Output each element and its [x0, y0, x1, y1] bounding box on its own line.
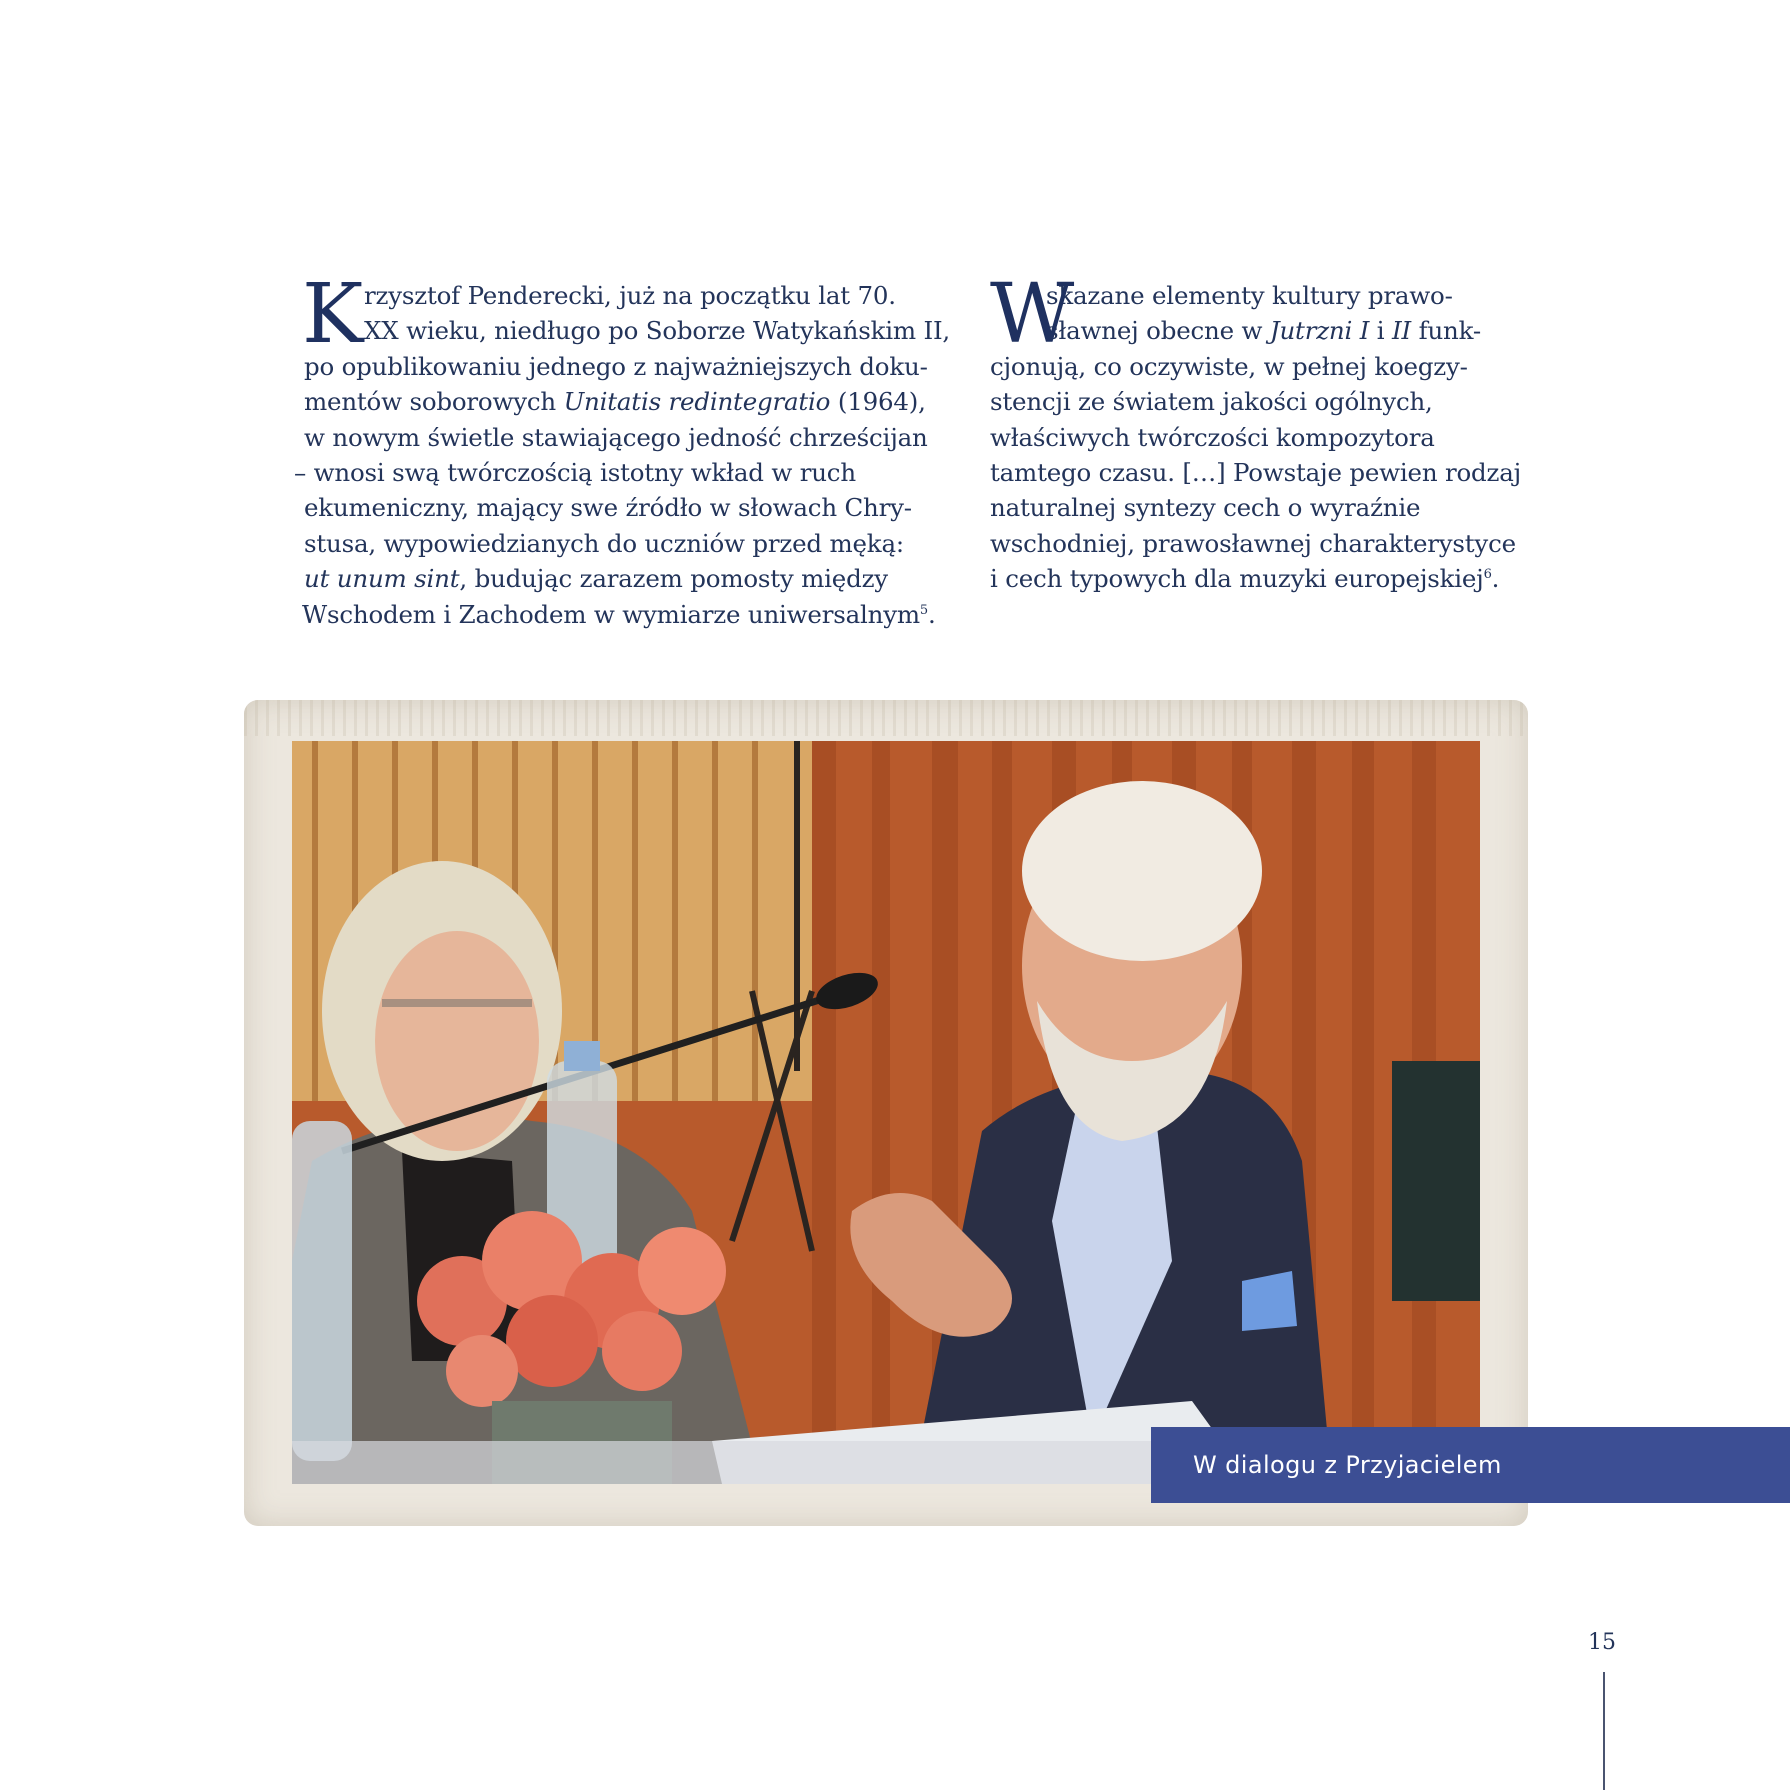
text-run: sławnej obecne w — [1046, 316, 1270, 346]
page-number-rule — [1603, 1672, 1605, 1790]
text-run: (1964), — [830, 387, 926, 417]
text-run: , budując zarazem pomosty między — [459, 564, 888, 594]
paragraph-line: tamtego czasu. […] Powstaje pewien rodzaj — [990, 457, 1522, 487]
text-run: . — [928, 599, 936, 629]
text-run: . — [1491, 564, 1500, 594]
paragraph-line — [990, 561, 1550, 596]
footnote-ref-5[interactable]: 5 — [919, 602, 928, 618]
paragraph-line: stencji ze światem jakości ogólnych, — [990, 387, 1433, 417]
text-run: Wschodem i Zachodem w wymiarze uniwersalnym — [302, 599, 920, 629]
dropcap-w: W — [990, 267, 1075, 362]
paragraph-line: XX wieku, niedługo po Soborze Watykańskim II, — [364, 316, 951, 346]
paragraph-line: – wnosi swą twórczością istotny wkład w ruch — [294, 457, 856, 487]
italic-title-jutrznia: Jutrzni I — [1269, 316, 1370, 346]
text-column-left — [294, 267, 951, 632]
paragraph-line: rzysztof Penderecki, już na początku lat 70. — [364, 281, 896, 310]
paragraph-line: właściwych twórczości kompozytora — [990, 422, 1435, 452]
paragraph-line: ekumeniczny, mający swe źródło w słowach Chry- — [304, 493, 912, 523]
dropcap-k: K — [302, 267, 364, 362]
footnote-ref-6[interactable]: 6 — [1483, 567, 1492, 583]
text-run: i — [1369, 316, 1393, 346]
text-run: i cech typowych dla muzyki europejskiej — [990, 564, 1484, 594]
paragraph-line: w nowym świetle stawiającego jedność chrześcijan — [304, 422, 928, 452]
paragraph-line — [302, 597, 936, 632]
italic-title-unitatis: Unitatis redintegratio — [563, 387, 831, 417]
text-run: mentów soborowych — [304, 387, 564, 417]
text-column-right — [990, 267, 1550, 597]
photo-caption-bar — [1151, 1427, 1790, 1503]
paragraph-line — [302, 561, 922, 596]
paragraph-line: cjonują, co oczywiste, w pełnej koegzy- — [990, 351, 1468, 381]
paragraph-line — [302, 384, 926, 419]
page-number: 15 — [1588, 1630, 1616, 1655]
paragraph-line: naturalnej syntezy cech o wyraźnie — [990, 493, 1421, 523]
paragraph-line: po opublikowaniu jednego z najważniejszych doku- — [304, 351, 928, 381]
italic-latin-phrase: ut unum sint — [304, 564, 460, 594]
paragraph-line: wschodniej, prawosławnej charakterystyce — [990, 528, 1516, 558]
italic-roman-numeral: II — [1392, 316, 1411, 346]
photo-illustration — [292, 741, 1480, 1484]
text-run: funk- — [1410, 316, 1481, 346]
photo-caption: W dialogu z Przyjacielem — [1193, 1451, 1502, 1479]
paragraph-line: skazane elementy kultury prawo- — [1046, 281, 1453, 310]
photo-two-speakers — [292, 741, 1480, 1484]
paragraph-line: stusa, wypowiedzianych do uczniów przed męką: — [304, 528, 904, 558]
